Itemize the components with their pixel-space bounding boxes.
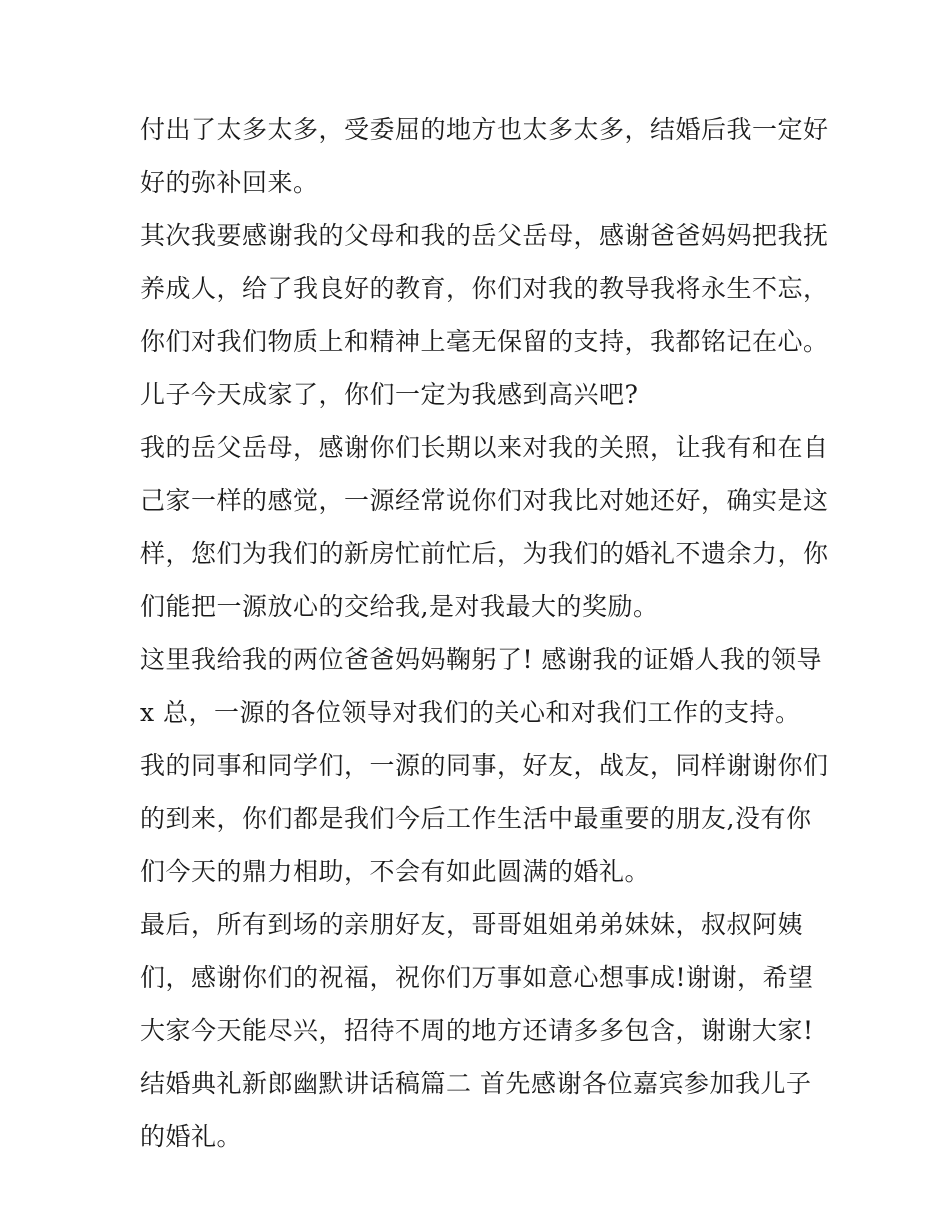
document-body [140, 103, 829, 1163]
text-line: 的婚礼。 [140, 1122, 243, 1151]
text-line: 己家一样的感觉，一源经常说你们对我比对她还好，确实是这 [140, 486, 829, 515]
text-line: 们能把一源放心的交给我,是对我最大的奖励。 [140, 592, 659, 621]
text-line: 你们对我们物质上和精神上毫无保留的支持，我都铭记在心。 [140, 327, 829, 356]
text-line: 的到来，你们都是我们今后工作生活中最重要的朋友,没有你 [140, 804, 812, 833]
text-line: 儿子今天成家了，你们一定为我感到高兴吧? [140, 380, 639, 409]
text-line: 们，感谢你们的祝福，祝你们万事如意心想事成!谢谢，希望 [140, 963, 814, 992]
text-line: 养成人，给了我良好的教育，你们对我的教导我将永生不忘， [140, 274, 829, 303]
text-line: 这里我给我的两位爸爸妈妈鞠躬了! 感谢我的证婚人我的领导 [140, 645, 822, 674]
text-line: 最后，所有到场的亲朋好友，哥哥姐姐弟弟妹妹，叔叔阿姨 [140, 910, 804, 939]
text-line: 好的弥补回来。 [140, 168, 319, 197]
text-line: 大家今天能尽兴，招待不周的地方还请多多包含，谢谢大家! [140, 1016, 814, 1045]
text-line: 付出了太多太多，受委屈的地方也太多太多，结婚后我一定好 [140, 115, 829, 144]
text-line: 其次我要感谢我的父母和我的岳父岳母，感谢爸爸妈妈把我抚 [140, 221, 829, 250]
text-line: 我的同事和同学们，一源的同事，好友，战友，同样谢谢你们 [140, 751, 829, 780]
text-line: 样，您们为我们的新房忙前忙后，为我们的婚礼不遗余力，你 [140, 539, 829, 568]
text-line: x 总，一源的各位领导对我们的关心和对我们工作的支持。 [140, 698, 801, 727]
text-line: 我的岳父岳母，感谢你们长期以来对我的关照，让我有和在自 [140, 433, 829, 462]
text-line: 们今天的鼎力相助，不会有如此圆满的婚礼。 [140, 857, 651, 886]
text-line: 结婚典礼新郎幽默讲话稿篇二 首先感谢各位嘉宾参加我儿子 [140, 1069, 812, 1098]
